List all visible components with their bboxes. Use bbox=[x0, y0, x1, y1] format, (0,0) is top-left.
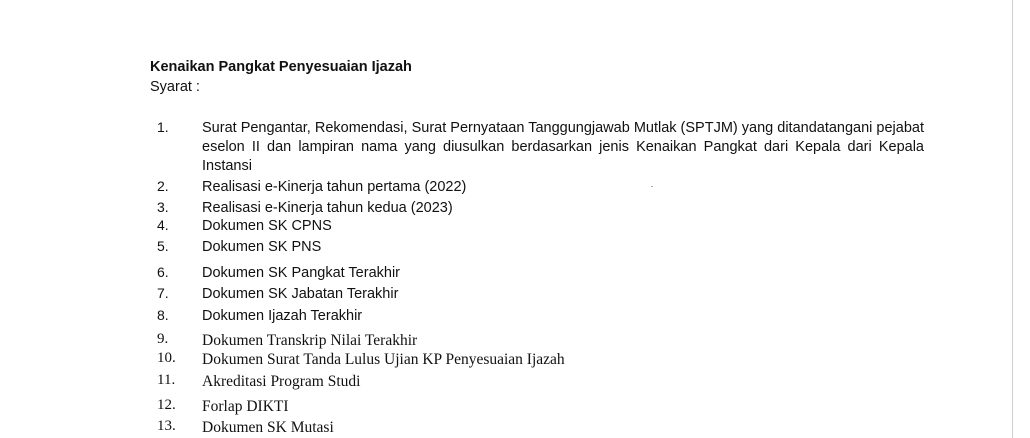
item-text: Forlap DIKTI bbox=[202, 398, 289, 415]
scan-speck bbox=[651, 186, 653, 187]
item-number: 9. bbox=[157, 331, 169, 347]
item-number: 2. bbox=[157, 178, 169, 194]
item-text: Dokumen Transkrip Nilai Terakhir bbox=[202, 332, 418, 349]
item-number: 10. bbox=[157, 350, 176, 366]
item-text: Dokumen SK Mutasi bbox=[202, 419, 334, 436]
item-number: 6. bbox=[157, 264, 169, 280]
item-number: 1. bbox=[157, 119, 169, 135]
item-number: 3. bbox=[157, 199, 169, 215]
item-number: 11. bbox=[157, 372, 176, 388]
item-text: Dokumen SK Jabatan Terakhir bbox=[202, 286, 399, 302]
item-number: 4. bbox=[157, 217, 169, 233]
item-text: Realisasi e-Kinerja tahun pertama (2022) bbox=[202, 179, 467, 195]
item-text: Surat Pengantar, Rekomendasi, Surat Pernyataan Tanggungjawab Mutlak (SPTJM) yang ditandatangani pejabat eselon II dan lampiran nama yang diusulkan berdasarkan jenis Kenaikan Pangkat dari Kepala dari Kepala Instansi bbox=[202, 120, 924, 174]
item-text: Dokumen SK CPNS bbox=[202, 218, 332, 234]
item-number: 5. bbox=[157, 238, 169, 254]
item-text: Dokumen SK Pangkat Terakhir bbox=[202, 265, 401, 281]
item-text: Akreditasi Program Studi bbox=[202, 373, 361, 390]
item-number: 8. bbox=[157, 307, 169, 323]
item-number: 7. bbox=[157, 285, 169, 301]
item-number: 13. bbox=[157, 418, 176, 434]
page-edge bbox=[1012, 0, 1021, 438]
item-text: Dokumen SK PNS bbox=[202, 239, 322, 255]
item-number: 12. bbox=[157, 397, 176, 413]
item-text: Dokumen Surat Tanda Lulus Ujian KP Penyesuaian Ijazah bbox=[202, 351, 565, 368]
requirements-label: Syarat : bbox=[150, 79, 200, 95]
item-text: Dokumen Ijazah Terakhir bbox=[202, 308, 363, 324]
item-text: Realisasi e-Kinerja tahun kedua (2023) bbox=[202, 200, 453, 216]
document-title: Kenaikan Pangkat Penyesuaian Ijazah bbox=[150, 59, 412, 75]
